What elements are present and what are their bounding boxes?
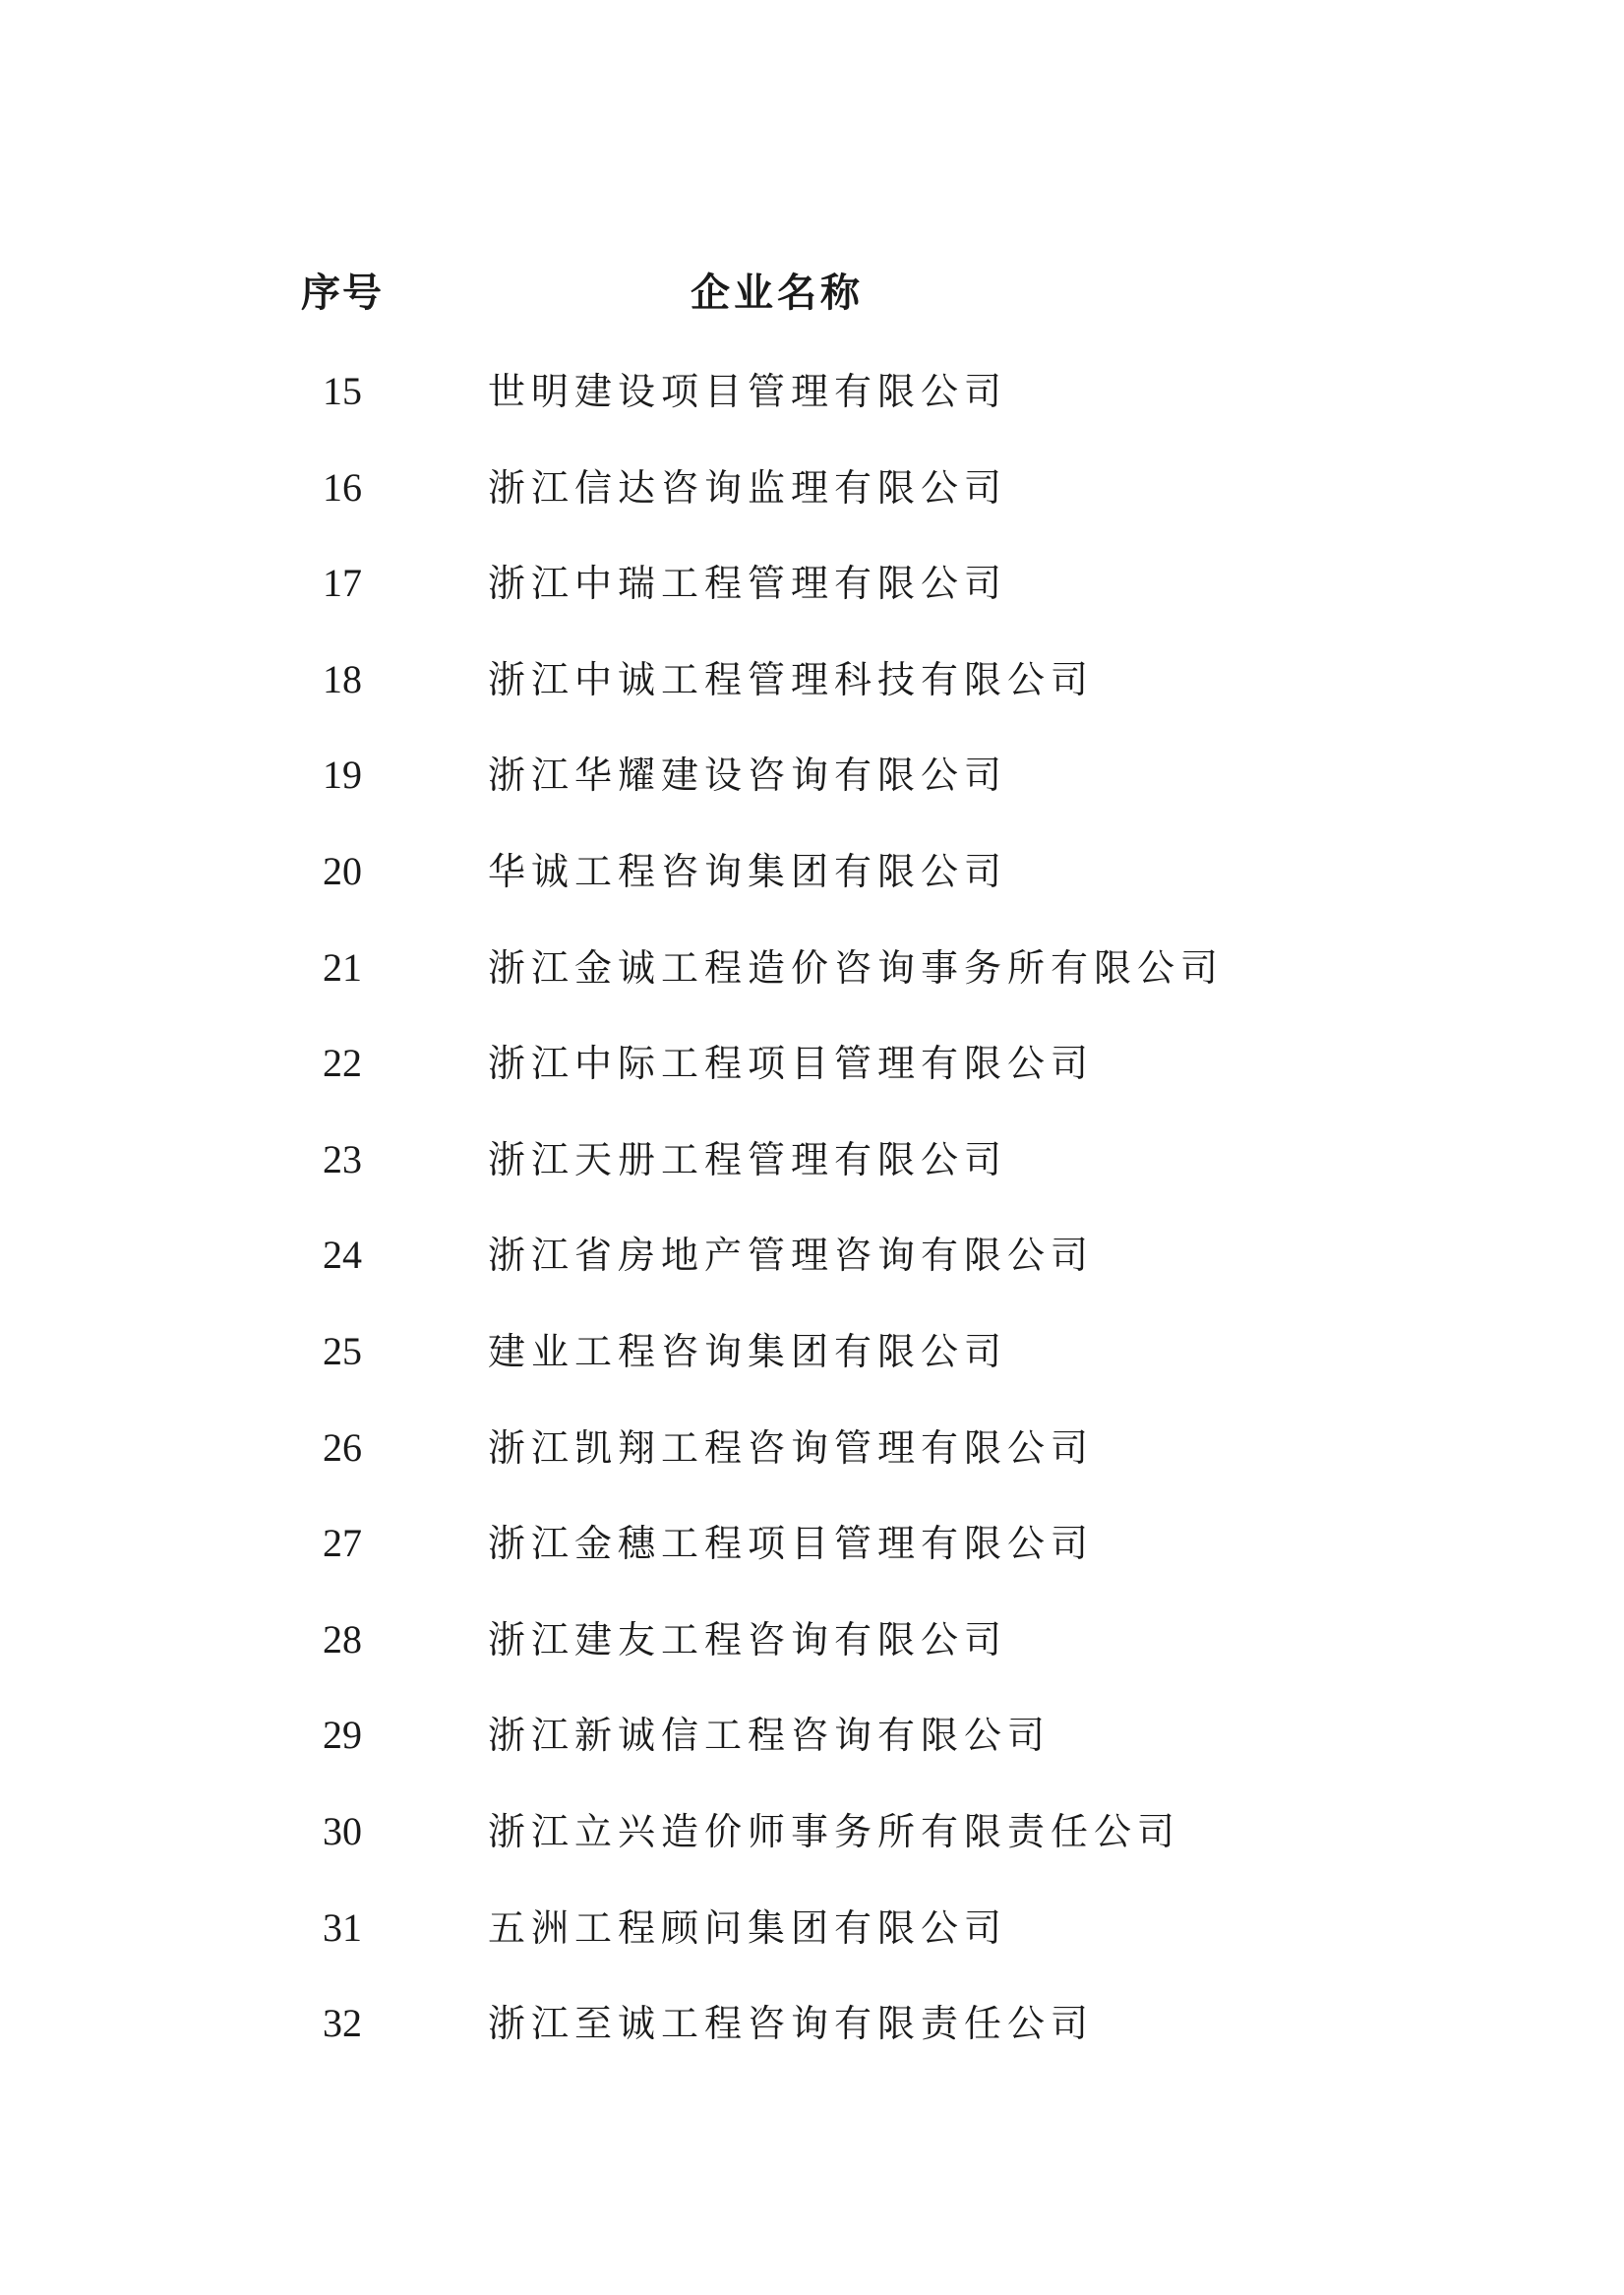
row-seq-number: 21 [323,944,362,990]
row-seq-number: 27 [323,1521,362,1566]
table-row [0,746,1624,842]
row-company-name: 浙江中瑞工程管理有限公司 [488,562,1008,606]
row-company-name: 浙江至诚工程咨询有限责任公司 [488,2002,1095,2046]
row-seq-number: 20 [323,848,362,893]
row-seq-number: 25 [323,1328,362,1373]
table-row [0,1322,1624,1419]
header-seq-label: 序号 [301,271,384,316]
row-company-name: 浙江立兴造价师事务所有限责任公司 [488,1809,1181,1853]
table-row [0,842,1624,938]
row-seq-number: 16 [323,464,362,510]
row-company-name: 浙江天册工程管理有限公司 [488,1137,1008,1181]
row-company-name: 五洲工程顾问集团有限公司 [488,1905,1008,1950]
row-company-name: 浙江省房地产管理咨询有限公司 [488,1234,1095,1278]
table-row [0,650,1624,747]
table-row [0,1610,1624,1707]
row-seq-number: 26 [323,1424,362,1470]
row-seq-number: 32 [323,2001,362,2046]
row-seq-number: 18 [323,656,362,701]
table-header [0,264,1624,323]
row-seq-number: 30 [323,1808,362,1853]
table-row [0,1130,1624,1227]
row-company-name: 浙江凯翔工程咨询管理有限公司 [488,1425,1095,1470]
row-seq-number: 28 [323,1616,362,1661]
row-seq-number: 31 [323,1904,362,1950]
row-company-name: 浙江新诚信工程咨询有限公司 [488,1714,1052,1758]
row-seq-number: 19 [323,753,362,798]
table-row [0,1802,1624,1899]
table-row [0,1899,1624,1995]
table-row [0,1514,1624,1610]
table-row [0,458,1624,555]
row-company-name: 世明建设项目管理有限公司 [488,370,1008,413]
row-company-name: 华诚工程咨询集团有限公司 [488,849,1008,893]
table-row [0,1706,1624,1802]
header-name-label: 企业名称 [691,271,864,316]
row-company-name: 浙江信达咨询监理有限公司 [488,465,1008,510]
row-company-name: 浙江华耀建设咨询有限公司 [488,754,1008,798]
table-row [0,1034,1624,1130]
company-list [0,362,1624,2090]
row-company-name: 浙江建友工程咨询有限公司 [488,1617,1008,1661]
row-seq-number: 29 [323,1713,362,1758]
row-seq-number: 17 [323,561,362,606]
table-row [0,1419,1624,1515]
table-row [0,554,1624,650]
table-row [0,362,1624,458]
table-row [0,1994,1624,2090]
row-company-name: 浙江金穗工程项目管理有限公司 [488,1522,1095,1566]
row-seq-number: 23 [323,1136,362,1181]
row-seq-number: 24 [323,1233,362,1278]
row-company-name: 浙江中诚工程管理科技有限公司 [488,657,1095,701]
row-seq-number: 22 [323,1041,362,1086]
row-company-name: 浙江金诚工程造价咨询事务所有限公司 [488,945,1225,990]
row-company-name: 建业工程咨询集团有限公司 [488,1329,1008,1373]
table-row [0,938,1624,1035]
row-company-name: 浙江中际工程项目管理有限公司 [488,1042,1095,1086]
row-seq-number: 15 [323,369,362,413]
table-row [0,1226,1624,1322]
